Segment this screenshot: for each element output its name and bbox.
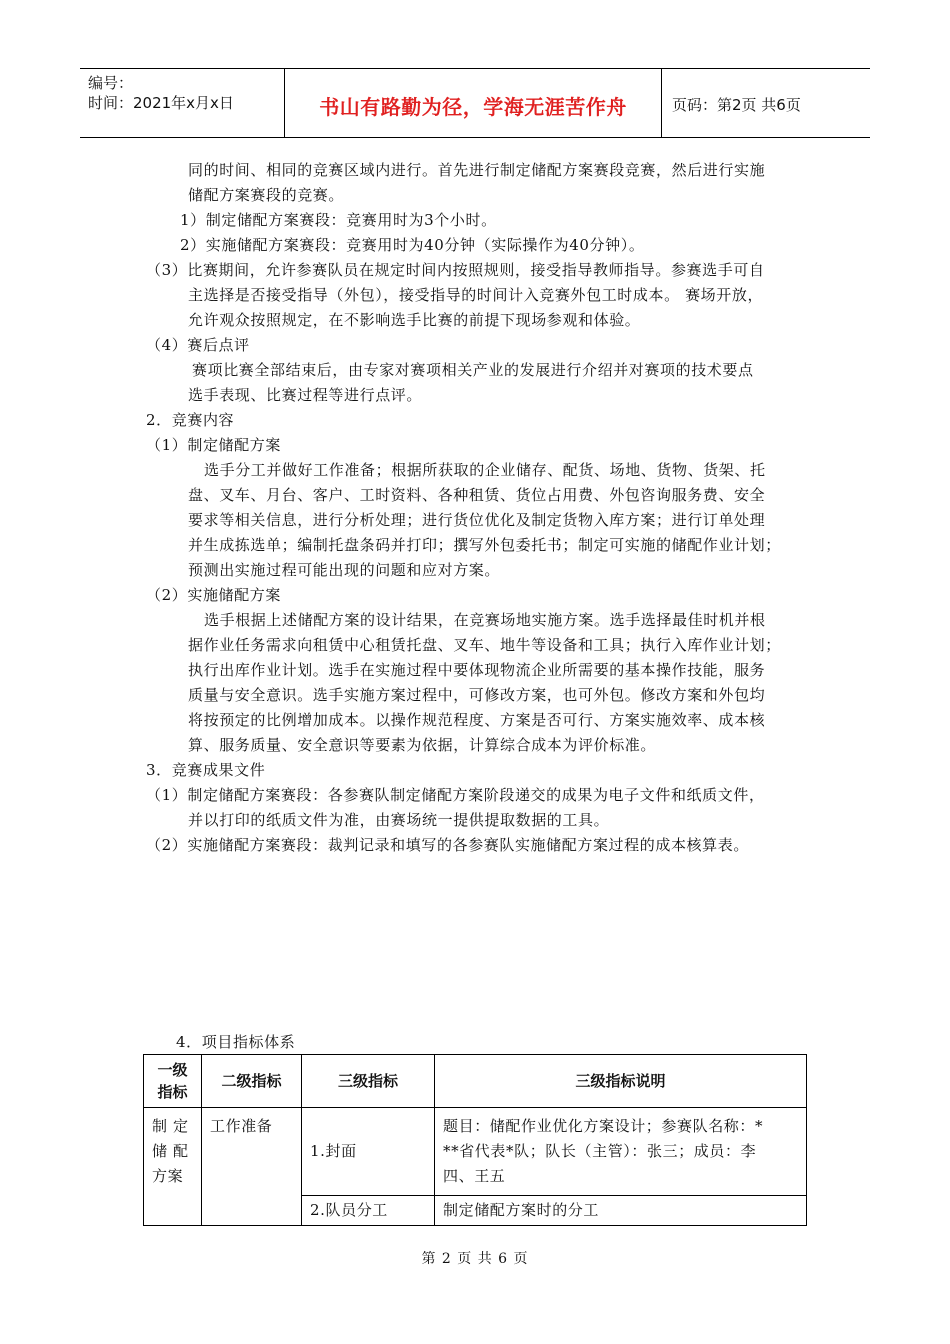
subsection-heading: （2）实施储配方案	[146, 586, 281, 604]
body-line: 据作业任务需求向租赁中心租赁托盘、叉车、地牛等设备和工具；执行入库作业计划；	[188, 636, 781, 654]
body-line: 主选择是否接受指导（外包），接受指导的时间计入竞赛外包工时成本。 赛场开放，	[188, 286, 764, 304]
body-line: 赛项比赛全部结束后，由专家对赛项相关产业的发展进行介绍并对赛项的技术要点	[192, 361, 754, 379]
header-page-info: 页码：第2页 共6页	[672, 96, 801, 114]
body-line: （2）实施储配方案赛段：裁判记录和填写的各参赛队实施储配方案过程的成本核算表。	[146, 836, 749, 854]
body-line: 执行出库作业计划。选手在实施过程中要体现物流企业所需要的基本操作技能，服务	[188, 661, 766, 679]
description-cell	[435, 1108, 807, 1196]
subsection-heading: （1）制定储配方案	[146, 436, 281, 454]
level3-description: 制定储配方案时的分工	[443, 1201, 600, 1219]
body-line: 储配方案赛段的竞赛。	[188, 186, 345, 204]
body-line: 同的时间、相同的竞赛区域内进行。首先进行制定储配方案赛段竞赛，然后进行实施	[188, 161, 766, 179]
description-cell	[435, 1196, 807, 1226]
table-header-row	[144, 1055, 807, 1108]
header-page-cell	[662, 69, 870, 137]
level3-indicator: 1.封面	[310, 1142, 357, 1160]
header-meta	[80, 69, 285, 137]
body-line: 要求等相关信息，进行分析处理；进行货位优化及制定货物入库方案；进行订单处理	[188, 511, 766, 529]
body-line: 将按预定的比例增加成本。以操作规范程度、方案是否可行、方案实施效率、成本核	[188, 711, 766, 729]
body-line: 预测出实施过程可能出现的问题和应对方案。	[188, 561, 501, 579]
level3-description: 题目：储配作业优化方案设计；参赛队名称：* **省代表*队；队长（主管）：张三；成员：李 四、王五	[443, 1117, 764, 1185]
table-row	[144, 1108, 807, 1196]
level1-indicator: 制 定 储 配 方案	[152, 1117, 189, 1185]
level3-cell	[302, 1196, 435, 1226]
body-line: 盘、叉车、月台、客户、工时资料、各种租赁、货位占用费、外包咨询服务费、安全	[188, 486, 766, 504]
body-line: 2）实施储配方案赛段：竞赛用时为40分钟（实际操作为40分钟）。	[180, 236, 645, 254]
level3-indicator: 2.队员分工	[310, 1201, 388, 1219]
body-line: （1）制定储配方案赛段：各参赛队制定储配方案阶段递交的成果为电子文件和纸质文件，	[146, 786, 765, 804]
column-header: 二级指标	[202, 1055, 302, 1108]
body-line: 并生成拣选单；编制托盘条码并打印；撰写外包委托书；制定可实施的储配作业计划；	[188, 536, 781, 554]
level1-cell	[144, 1108, 202, 1226]
level2-indicator: 工作准备	[210, 1117, 273, 1135]
body-line: 1）制定储配方案赛段：竞赛用时为3个小时。	[180, 211, 497, 229]
body-line: （4）赛后点评	[146, 336, 250, 354]
body-line: 算、服务质量、安全意识等要素为依据，计算综合成本为评价标准。	[188, 736, 657, 754]
body-line: 选手根据上述储配方案的设计结果，在竞赛场地实施方案。选手选择最佳时机并根	[204, 611, 766, 629]
section-heading: 3．竞赛成果文件	[146, 761, 266, 779]
section-heading: 4．项目指标体系	[176, 1033, 296, 1051]
page-footer: 第 2 页 共 6 页	[421, 1251, 529, 1267]
header-motto-cell	[285, 69, 662, 137]
body-line: 选手分工并做好工作准备；根据所获取的企业储存、配货、场地、货物、货架、托	[204, 461, 766, 479]
section-heading: 2．竞赛内容	[146, 411, 235, 429]
body-line: 并以打印的纸质文件为准，由赛场统一提供提取数据的工具。	[188, 811, 610, 829]
column-header: 三级指标	[302, 1055, 435, 1108]
document-number-label: 编号：	[88, 74, 134, 92]
column-header: 一级 指标	[144, 1055, 202, 1108]
body-line: 选手表现、比赛过程等进行点评。	[188, 386, 423, 404]
indicator-table	[143, 1054, 807, 1226]
column-header: 三级指标说明	[435, 1055, 807, 1108]
level2-cell	[202, 1108, 302, 1226]
level3-cell	[302, 1108, 435, 1196]
header-motto: 书山有路勤为径，学海无涯苦作舟	[319, 95, 627, 119]
body-line: 允许观众按照规定，在不影响选手比赛的前提下现场参观和体验。	[188, 311, 641, 329]
body-line: 质量与安全意识。选手实施方案过程中，可修改方案，也可外包。修改方案和外包均	[188, 686, 766, 704]
document-time: 时间：2021年x月x日	[88, 94, 234, 112]
page-header	[80, 68, 870, 138]
body-line: （3）比赛期间，允许参赛队员在规定时间内按照规则，接受指导教师指导。参赛选手可自	[146, 261, 765, 279]
